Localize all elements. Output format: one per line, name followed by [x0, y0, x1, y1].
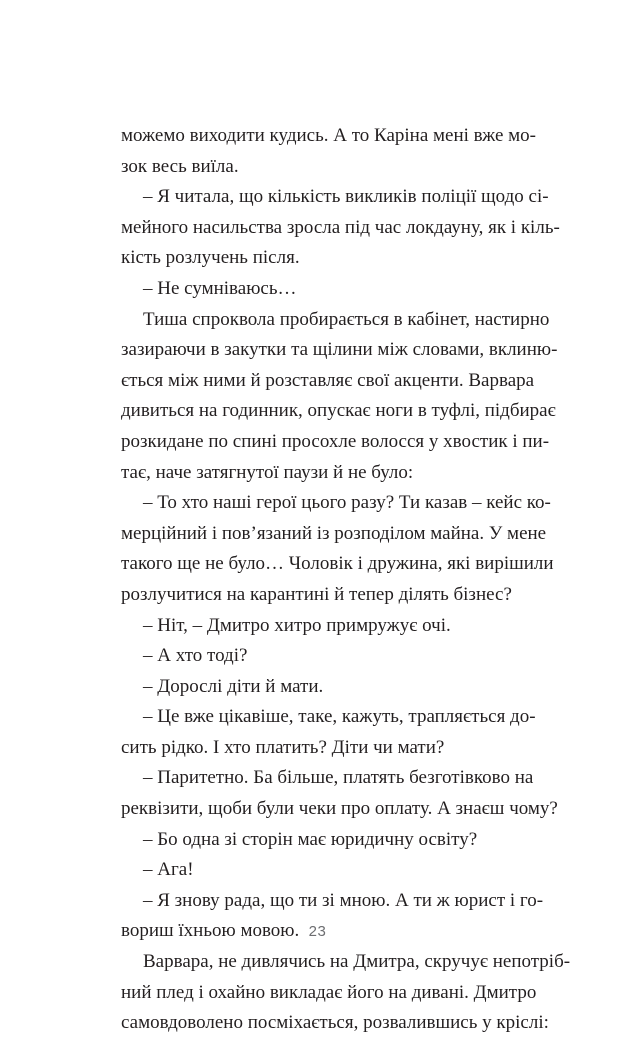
text-line: кість розлучень після. [121, 247, 300, 269]
text-line: тає, наче затягнутої паузи й не було: [121, 461, 414, 483]
text-line: самовдоволено посміхається, розвалившись у кріслі: [121, 1012, 549, 1034]
text-line: Тиша спроквола пробирається в кабінет, настирно [143, 308, 550, 330]
text-line: зазираючи в закутки та щілини між словами, вклиню- [121, 339, 558, 361]
text-line: можемо виходити кудись. А то Каріна мені вже мо- [121, 125, 537, 146]
text-line: ється між ними й розставляє свої акценти. Варвара [121, 369, 535, 391]
text-line: дивиться на годинник, опускає ноги в туфлі, підбирає [121, 400, 556, 422]
text-line: Варвара, не дивлячись на Дмитра, скручує непотріб- [143, 951, 571, 973]
page-number: 23 [308, 923, 327, 940]
text-line: – Я читала, що кількість викликів поліції щодо сі- [143, 186, 549, 208]
text-line: реквізити, щоби були чеки про оплату. А знаєш чому? [121, 798, 558, 820]
text-line: – Не сумніваюсь… [143, 277, 297, 299]
text-line: сить рідко. І хто платить? Діти чи мати? [121, 736, 445, 758]
text-line: – Ага! [143, 859, 194, 881]
text-line: – То хто наші герої цього разу? Ти казав – кейс ко- [143, 492, 551, 514]
text-line: – Я знову рада, що ти зі мною. А ти ж юрист і го- [143, 889, 544, 911]
text-line: розкидане по спині просохле волосся у хвостик і пи- [121, 430, 550, 452]
text-line: вориш їхньою мовою. [121, 920, 300, 942]
text-line: – А хто тоді? [143, 645, 248, 667]
text-line: – Ніт, – Дмитро хитро примружує очі. [143, 614, 451, 636]
text-line: – Дорослі діти й мати. [143, 675, 324, 697]
text-line: – Паритетно. Ба більше, платять безготівково на [143, 767, 534, 789]
text-line: такого ще не було… Чоловік і дружина, які вирішили [121, 553, 554, 575]
text-line: мерційний і пов’язаний із розподілом майна. У мене [121, 522, 547, 544]
text-line: зок весь виїла. [121, 155, 239, 177]
text-line: – Це вже цікавіше, таке, кажуть, трапляється до- [143, 706, 536, 728]
text-line: – Бо одна зі сторін має юридичну освіту? [143, 828, 478, 850]
page-text-block [121, 121, 571, 1039]
text-line: розлучитися на карантині й тепер ділять бізнес? [121, 583, 512, 605]
text-line: ний плед і охайно викладає його на дивані. Дмитро [121, 981, 537, 1003]
text-line: мейного насильства зросла під час локдауну, як і кіль- [121, 216, 560, 238]
